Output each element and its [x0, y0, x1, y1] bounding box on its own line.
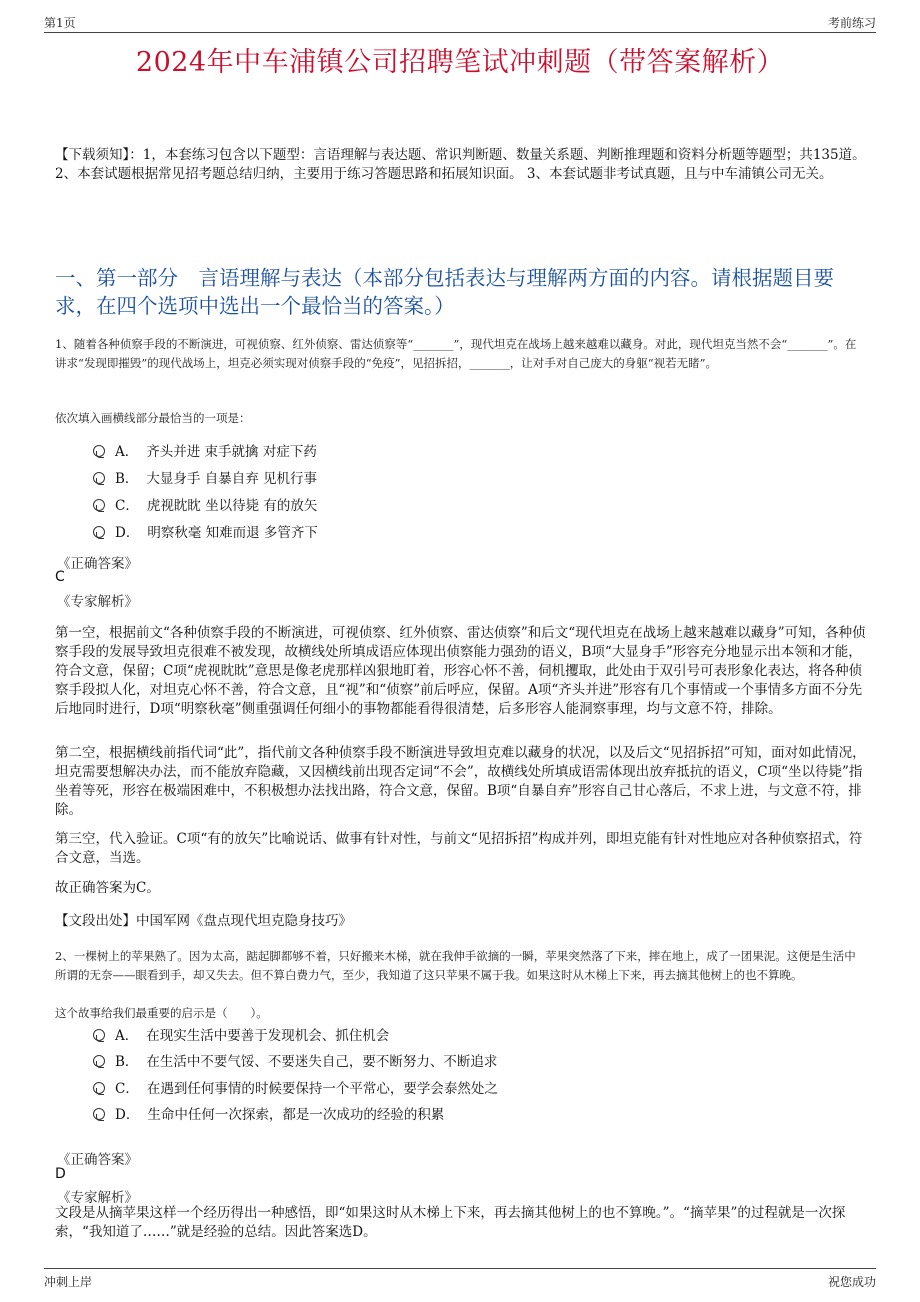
- q1-analysis-label: 《专家解析》: [57, 594, 138, 610]
- q1-answer-label: 《正确答案》: [57, 556, 138, 572]
- question-1-prompt: 依次填入画横线部分最恰当的一项是：: [55, 411, 251, 425]
- q2-option-b[interactable]: B． 在生活中不要气馁、不要迷失自己，要不断努力、不断追求: [93, 1052, 497, 1072]
- radio-icon[interactable]: [93, 526, 105, 538]
- question-1-stem: 1、随着各种侦察手段的不断演进，可视侦察、红外侦察、雷达侦察等“_______”，现代坦克在战场上越来越难以藏身。对此，现代坦克当然不会“_______”。在讲求“发现即摧毁”的现代战场上，坦克必须实现对侦察手段的“免疫”，见招拆招，_______，让对手对自己庞大的身躯“视若无睹”。: [55, 337, 857, 370]
- document-title: 2024年中车浦镇公司招聘笔试冲刺题（带答案解析）: [135, 47, 785, 78]
- q2-analysis-label: 《专家解析》: [57, 1190, 138, 1206]
- q2-analysis: 文段是从摘苹果这样一个经历得出一种感悟，即“如果这时从木梯上下来，再去摘其他树上的也不算晚。”。“摘苹果”的过程就是一次探索，“我知道了……”就是经验的总结。因此答案选D。: [55, 1205, 846, 1240]
- q1-answer: C: [55, 569, 65, 585]
- header-label: 考前练习: [827, 16, 876, 30]
- q1-option-d[interactable]: D． 明察秋毫 知难而退 多管齐下: [93, 523, 318, 543]
- q1-analysis-conclusion: 故正确答案为C。: [55, 880, 160, 896]
- q1-option-a[interactable]: A． 齐头并进 束手就擒 对症下药: [93, 442, 317, 462]
- q1-analysis-para-2: 第二空，根据横线前指代词“此”，指代前文各种侦察手段不断演进导致坦克难以藏身的状况，以及后文“见招拆招”可知，面对如此情况，坦克需要想解决办法，而不能放弃隐藏，又因横线前出现否定词“不会”，故横线处所填成语需体现出放弃抵抗的语义，C项“坐以待毙”指坐着等死，形容在极端困难中，不积极想办法找出路，符合文意，保留。B项“自暴自弃”形容自己甘心落后，不求上进，与文意不符，排除。: [55, 745, 866, 818]
- page-header: [44, 12, 876, 33]
- question-2-prompt: 这个故事给我们最重要的启示是（ ）。: [55, 1006, 268, 1020]
- q2-option-c[interactable]: C． 在遇到任何事情的时候要保持一个平常心，要学会泰然处之: [93, 1079, 498, 1099]
- radio-icon[interactable]: [93, 445, 105, 457]
- q1-analysis-para-1: 第一空，根据前文“各种侦察手段的不断演进，可视侦察、红外侦察、雷达侦察”和后文“现代坦克在战场上越来越难以藏身”可知，各种侦察手段的发展导致坦克很难不被发现，故横线处所填成语应体现出侦察能力强劲的语义，B项“大显身手”形容充分地显示出本领和才能，符合文意，保留；C项“虎视眈眈”意思是像老虎那样凶狠地盯着，形容心怀不善，伺机攫取，此处由于双引号可表形象化表达，将各种侦察手段拟人化，对坦克心怀不善，符合文意，且“视”和“侦察”前后呼应，保留。A项“齐头并进”形容有几个事情或一个事情多方面不分先后地同时进行，D项“明察秋毫”侧重强调任何细小的事物都能看得很清楚，后多形容人能洞察事理，均与文意不符，排除。: [55, 625, 866, 717]
- q1-source: 【文段出处】中国军网《盘点现代坦克隐身技巧》: [55, 913, 352, 929]
- radio-icon[interactable]: [93, 1055, 105, 1067]
- section-heading: 一、第一部分 言语理解与表达（本部分包括表达与理解两方面的内容。请根据题目要求，在四个选项中选出一个最恰当的答案。）: [55, 266, 834, 318]
- q2-option-d[interactable]: D． 生命中任何一次探索，都是一次成功的经验的积累: [93, 1105, 444, 1125]
- q2-option-a[interactable]: A． 在现实生活中要善于发现机会、抓住机会: [93, 1026, 389, 1046]
- q2-answer-label: 《正确答案》: [57, 1152, 138, 1168]
- download-notice: 【下载须知】：1，本套练习包含以下题型：言语理解与表达题、常识判断题、数量关系题、判断推理题和资料分析题等题型；共135道。 2、本套试题根据常见招考题总结归纳，主要用于练习答题思路和拓展知识面。 3、本套试题非考试真题，且与中车浦镇公司无关。: [55, 147, 866, 182]
- radio-icon[interactable]: [93, 1029, 105, 1041]
- footer-right: 祝您成功: [827, 1275, 876, 1289]
- q1-analysis-para-3: 第三空，代入验证。C项“有的放矢”比喻说话、做事有针对性，与前文“见招拆招”构成并列，即坦克能有针对性地应对各种侦察招式，符合文意，当选。: [55, 831, 863, 866]
- q2-answer: D: [55, 1166, 66, 1182]
- radio-icon[interactable]: [93, 1108, 105, 1120]
- q1-option-c[interactable]: C． 虎视眈眈 坐以待毙 有的放矢: [93, 496, 317, 516]
- q1-option-b[interactable]: B． 大显身手 自暴自弃 见机行事: [93, 469, 317, 489]
- radio-icon[interactable]: [93, 1082, 105, 1094]
- question-2-stem: 2、一棵树上的苹果熟了。因为太高，踮起脚都够不着，只好搬来木梯，就在我伸手欲摘的一瞬，苹果突然落了下来，摔在地上，成了一团果泥。这便是生活中所谓的无奈——眼看到手，却又失去。但不算白费力气，至少，我知道了这只苹果不属于我。如果这时从木梯上下来，再去摘其他树上的也不算晚。: [55, 949, 856, 982]
- radio-icon[interactable]: [93, 499, 105, 511]
- radio-icon[interactable]: [93, 472, 105, 484]
- page-footer: [44, 1268, 876, 1293]
- page-number: 第1页: [44, 16, 76, 30]
- footer-left: 冲刺上岸: [44, 1275, 93, 1289]
